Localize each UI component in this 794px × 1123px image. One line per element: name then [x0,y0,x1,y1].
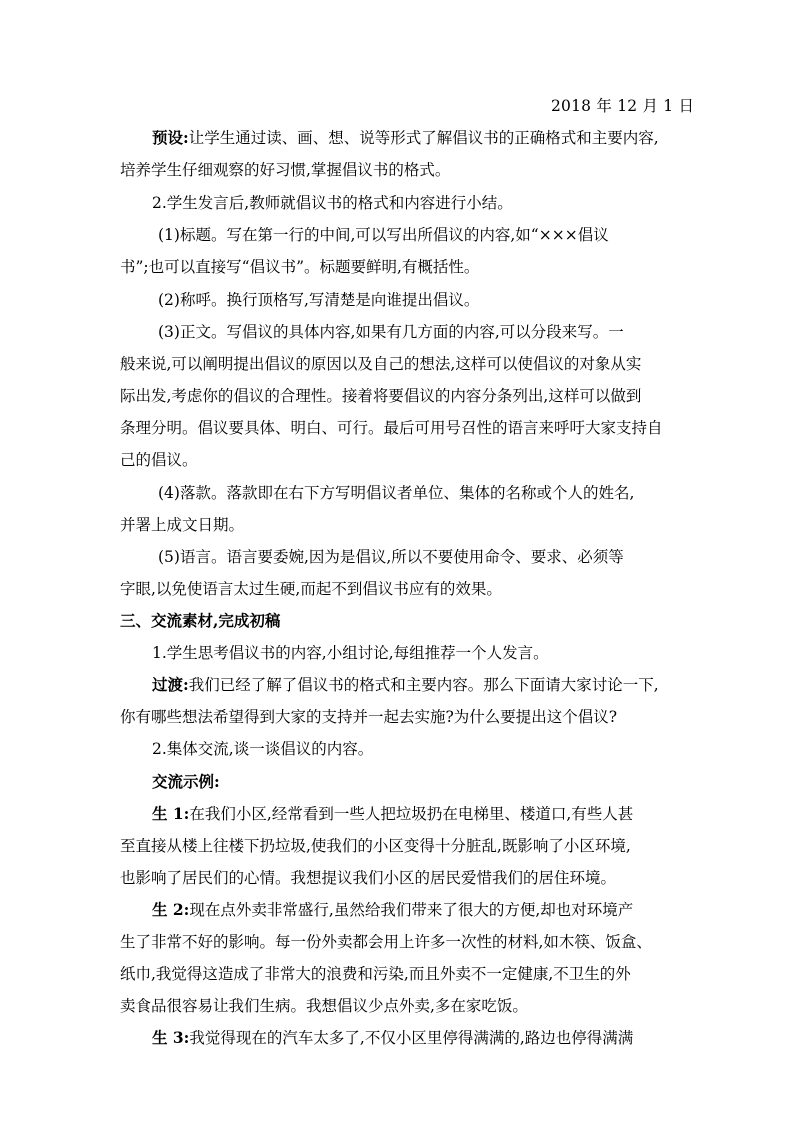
transition-line-1 [152,675,659,695]
student-3-line-1 [152,1028,633,1048]
item-language-line-2: 字眼,以免使语言太过生硬,而起不到倡议书应有的效果。 [120,580,502,598]
document-date: 2018 年 12 月 1 日 [551,97,695,115]
transition-text-2: 你有哪些想法希望得到大家的支持并一起去实施?为什么要提出这个倡议? [120,708,618,726]
summary-step-2: 2.学生发言后,教师就倡议书的格式和内容进行小结。 [152,194,513,212]
student-1-label: 生 1: [152,804,190,823]
item-body-line-4: 条理分明。倡议要具体、明白、可行。最后可用号召性的语言来呼吁大家支持自 [120,419,663,437]
section-3-step-1: 1.学生思考倡议书的内容,小组讨论,每组推荐一个人发言。 [152,644,549,662]
example-label: 交流示例: [152,772,220,791]
student-1-text-2: 至直接从楼上往楼下扔垃圾,使我们的小区变得十分脏乱,既影响了小区环境, [120,837,631,855]
student-2-line-1 [152,900,633,920]
student-1-line-1 [152,804,633,824]
section-3-heading: 三、交流素材,完成初稿 [120,611,281,630]
student-1-text-1: 在我们小区,经常看到一些人把垃圾扔在电梯里、楼道口,有些人甚 [189,805,634,823]
preset-paragraph-line-1 [152,128,659,148]
section-3-step-2: 2.集体交流,谈一谈倡议的内容。 [152,740,374,758]
student-3-label: 生 3: [152,1028,190,1047]
transition-text-1: 我们已经了解了倡议书的格式和主要内容。那么下面请大家讨论一下, [188,676,659,694]
preset-text-2: 培养学生仔细观察的好习惯,掌握倡议书的格式。 [120,161,451,179]
item-body-line-5: 己的倡议。 [120,451,198,469]
student-2-text-3: 纸巾,我觉得这造成了非常大的浪费和污染,而且外卖不一定健康,不卫生的外 [120,965,631,983]
item-signature-line-1: (4)落款。落款即在右下方写明倡议者单位、集体的名称或个人的姓名, [158,484,635,502]
student-2-text-4: 卖食品很容易让我们生病。我想倡议少点外卖,多在家吃饭。 [120,997,528,1015]
student-2-text-1: 现在点外卖非常盛行,虽然给我们带来了很大的方便,却也对环境产 [189,901,634,919]
student-1-text-3: 也影响了居民们的心情。我想提议我们小区的居民爱惜我们的居住环境。 [120,869,617,887]
student-2-label: 生 2: [152,900,190,919]
item-body-line-1: (3)正文。写倡议的具体内容,如果有几方面的内容,可以分段来写。一 [158,323,624,341]
student-3-text-1: 我觉得现在的汽车太多了,不仅小区里停得满满的,路边也停得满满 [189,1029,634,1047]
item-title-line-2: 书”;也可以直接写“倡议书”。标题要鲜明,有概括性。 [120,258,480,276]
item-salutation: (2)称呼。换行顶格写,写清楚是向谁提出倡议。 [158,291,480,309]
preset-text-1: 让学生通过读、画、想、说等形式了解倡议书的正确格式和主要内容, [188,129,659,147]
item-title-line-1: (1)标题。写在第一行的中间,可以写出所倡议的内容,如“×××倡议 [158,226,609,244]
student-2-text-2: 生了非常不好的影响。每一份外卖都会用上许多一次性的材料,如木筷、饭盒、 [120,933,652,951]
transition-label: 过渡: [152,675,189,694]
item-body-line-2: 般来说,可以阐明提出倡议的原因以及自己的想法,这样可以使倡议的对象从实 [120,355,642,373]
item-signature-line-2: 并署上成文日期。 [120,516,245,534]
item-language-line-1: (5)语言。语言要委婉,因为是倡议,所以不要使用命令、要求、必须等 [158,548,624,566]
preset-label: 预设: [152,128,189,147]
item-body-line-3: 际出发,考虑你的倡议的合理性。接着将要倡议的内容分条列出,这样可以做到 [120,387,642,405]
